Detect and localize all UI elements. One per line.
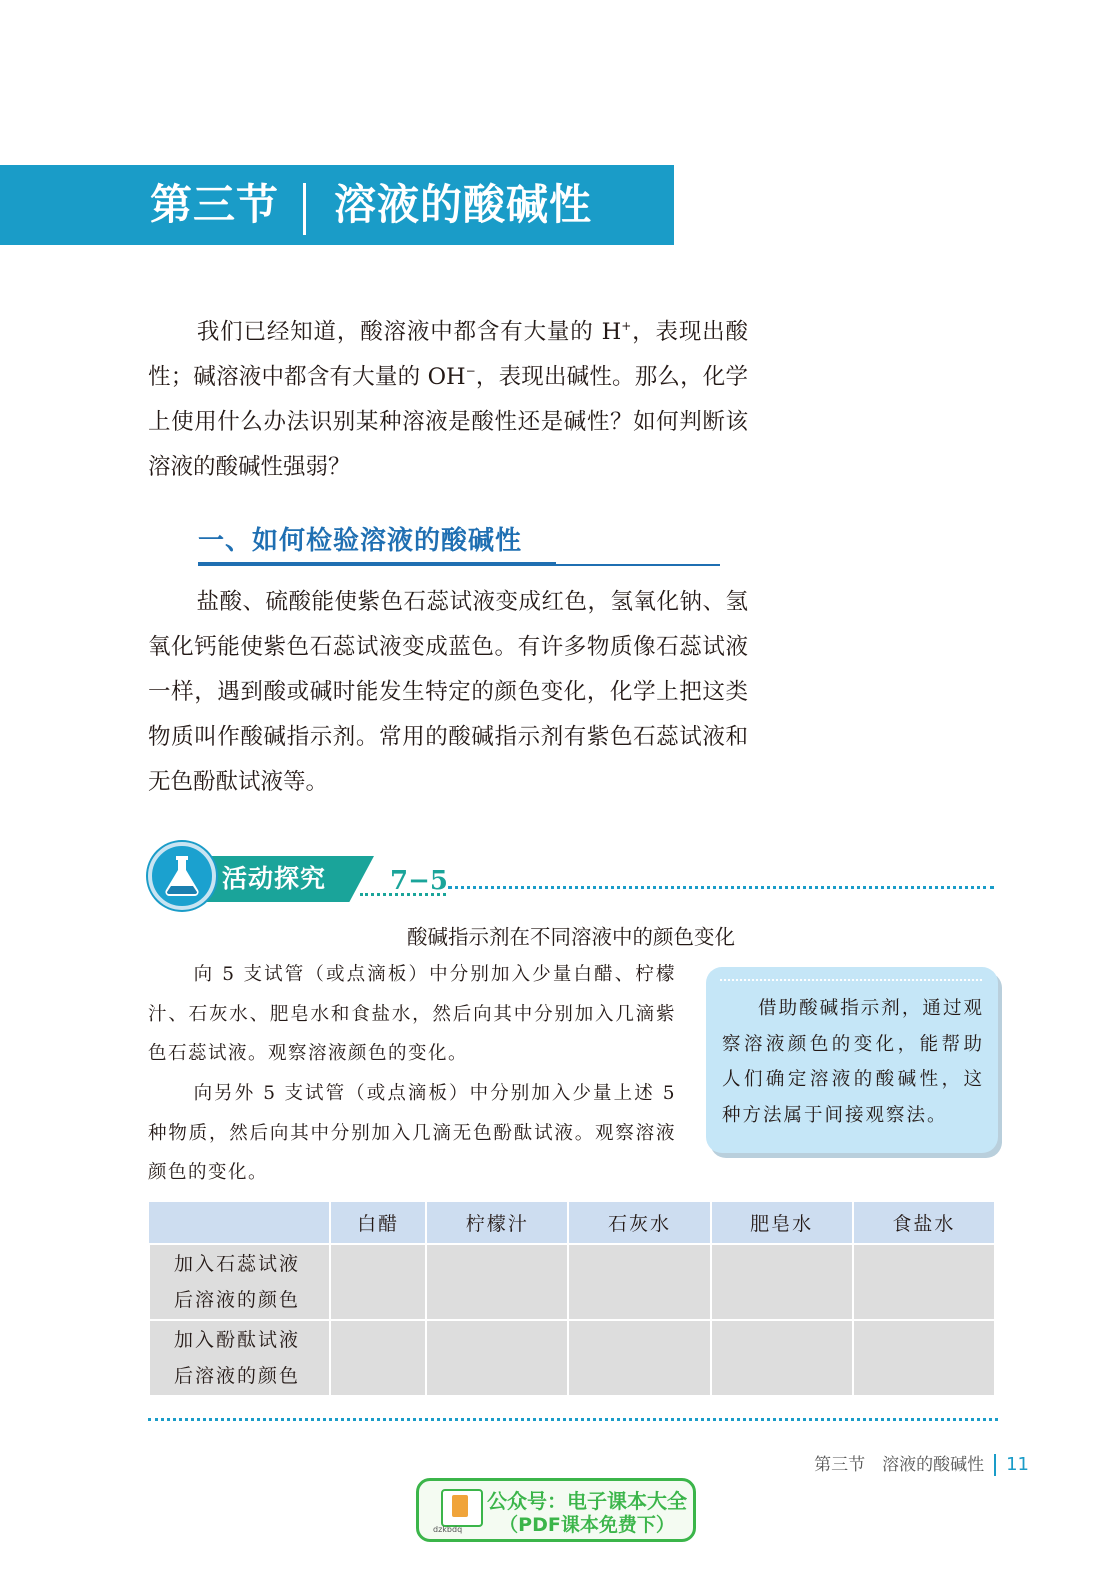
table-header: 肥皂水 bbox=[711, 1202, 853, 1244]
activity-step-1 bbox=[148, 955, 676, 1074]
table-cell bbox=[426, 1244, 568, 1320]
tip-text bbox=[722, 991, 984, 1133]
tip-dotted-border bbox=[720, 979, 982, 981]
heading-underline-thin bbox=[556, 564, 720, 566]
section-title: 溶液的酸碱性 bbox=[334, 180, 593, 229]
row-label bbox=[149, 1320, 330, 1396]
tip-content: 借助酸碱指示剂，通过观察溶液颜色的变化，能帮助人们确定溶液的酸碱性，这种方法属于间接观察法。 bbox=[722, 998, 984, 1126]
table-cell bbox=[330, 1320, 426, 1396]
body-paragraph-text: 盐酸、硫酸能使紫色石蕊试液变成红色，氢氧化钠、氢氧化钙能使紫色石蕊试液变成蓝色。有许多物质像石蕊试液一样，遇到酸或碱时能发生特定的颜色变化，化学上把这类物质叫作酸碱指示剂。常用的酸碱指示剂有紫色石蕊试液和无色酚酞试液等。 bbox=[148, 589, 748, 795]
intro-text-2: ，表现出酸性；碱溶液中都含有大量的 OH bbox=[148, 319, 748, 390]
table-cell bbox=[711, 1320, 853, 1396]
table-header: 食盐水 bbox=[853, 1202, 995, 1244]
watermark-line-1: 公众号：电子课本大全 bbox=[487, 1489, 687, 1513]
activity-step-1-text: 向 5 支试管（或点滴板）中分别加入少量白醋、柠檬汁、石灰水、肥皂水和食盐水，然后向其中分别加入几滴紫色石蕊试液。观察溶液颜色的变化。 bbox=[148, 964, 676, 1064]
watermark-icon-text: dzkbdq bbox=[433, 1525, 463, 1534]
dotted-rule-bottom bbox=[148, 1418, 998, 1421]
flask-icon bbox=[148, 842, 216, 910]
activity-step-2 bbox=[148, 1074, 676, 1193]
superscript-minus: − bbox=[465, 364, 476, 378]
observation-table bbox=[148, 1202, 996, 1397]
table-cell bbox=[853, 1320, 995, 1396]
table-cell bbox=[330, 1244, 426, 1320]
heading-underline bbox=[198, 562, 556, 566]
dotted-rule bbox=[360, 893, 446, 896]
superscript-plus: + bbox=[621, 319, 632, 333]
section-number: 第三节 bbox=[150, 180, 280, 229]
intro-text-3: ，表现出碱性。那么，化学上使用什么办法识别某种溶液是酸性还是碱性？如何判断该溶液的酸碱性强弱？ bbox=[148, 364, 748, 480]
dotted-rule bbox=[448, 886, 994, 889]
table-header-row bbox=[149, 1202, 995, 1244]
watermark-line-2: （PDF课本免费下） bbox=[499, 1514, 675, 1536]
table-header: 柠檬汁 bbox=[426, 1202, 568, 1244]
table-row bbox=[149, 1244, 995, 1320]
subsection-heading: 一、如何检验溶液的酸碱性 bbox=[198, 526, 523, 556]
page-footer bbox=[814, 1450, 1029, 1476]
table-cell bbox=[711, 1244, 853, 1320]
table-cell bbox=[568, 1320, 710, 1396]
table-cell bbox=[853, 1244, 995, 1320]
activity-title: 酸碱指示剂在不同溶液中的颜色变化 bbox=[407, 925, 735, 949]
watermark-badge bbox=[416, 1478, 696, 1542]
activity-step-2-text: 向另外 5 支试管（或点滴板）中分别加入少量上述 5 种物质，然后向其中分别加入几滴无色酚酞试液。观察溶液颜色的变化。 bbox=[148, 1083, 676, 1183]
intro-text-1: 我们已经知道，酸溶液中都含有大量的 H bbox=[196, 319, 622, 345]
activity-label: 活动探究 bbox=[222, 864, 327, 893]
table-header: 白醋 bbox=[330, 1202, 426, 1244]
table-row bbox=[149, 1320, 995, 1396]
table-header-empty bbox=[149, 1202, 330, 1244]
body-paragraph bbox=[148, 580, 748, 805]
activity-number: 7−5 bbox=[390, 866, 448, 896]
row-label-line: 后溶液的颜色 bbox=[174, 1365, 301, 1387]
book-icon bbox=[441, 1489, 483, 1527]
table-header: 石灰水 bbox=[568, 1202, 710, 1244]
page-number: 11 bbox=[1006, 1454, 1029, 1475]
row-label-line: 加入石蕊试液 bbox=[174, 1253, 301, 1275]
intro-paragraph bbox=[148, 310, 748, 490]
row-label bbox=[149, 1244, 330, 1320]
row-label-line: 后溶液的颜色 bbox=[174, 1289, 301, 1311]
row-label-line: 加入酚酞试液 bbox=[174, 1329, 301, 1351]
table-cell bbox=[568, 1244, 710, 1320]
table-cell bbox=[426, 1320, 568, 1396]
section-banner bbox=[0, 165, 674, 245]
tip-box bbox=[706, 967, 998, 1153]
banner-divider bbox=[303, 183, 306, 235]
footer-section: 第三节 溶液的酸碱性 bbox=[814, 1455, 985, 1475]
footer-divider bbox=[994, 1454, 996, 1476]
